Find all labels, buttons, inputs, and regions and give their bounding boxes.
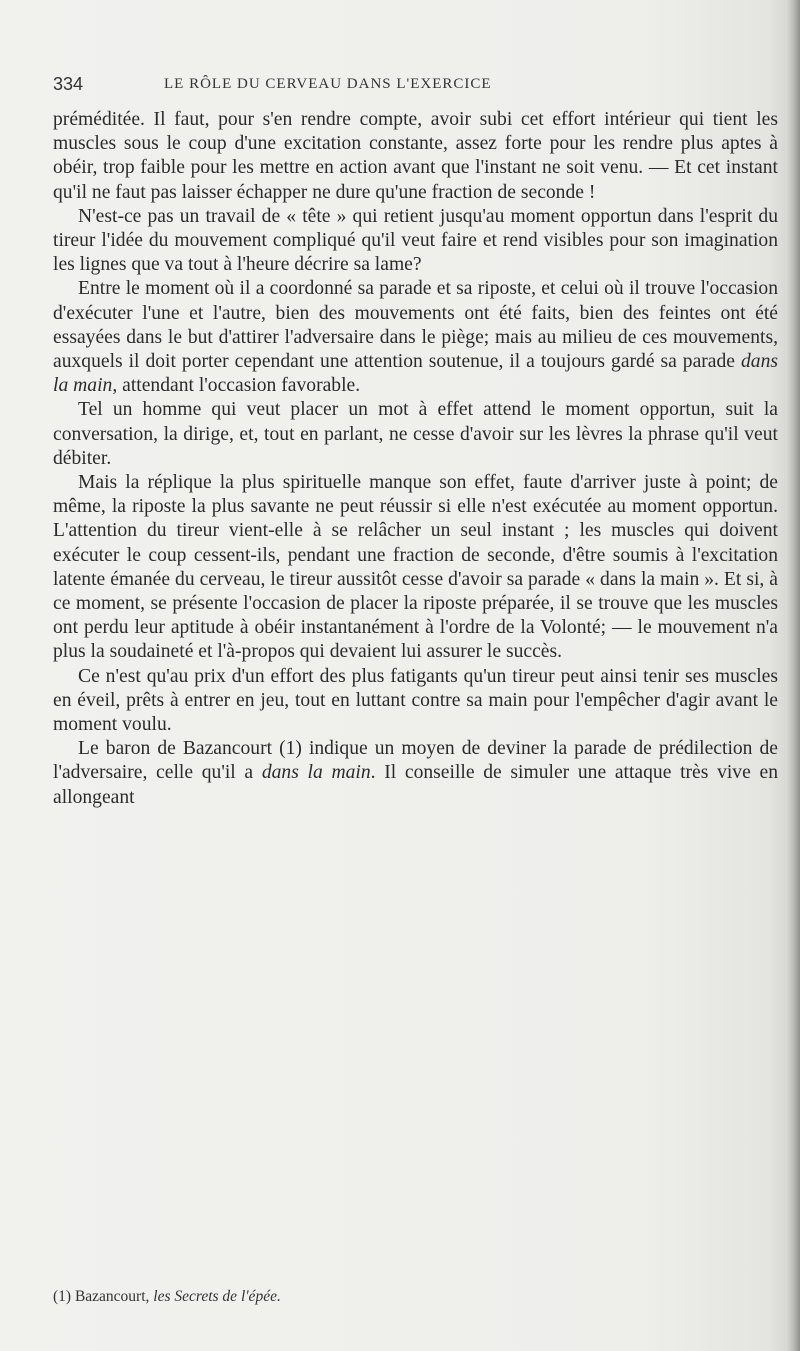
- page-header: [53, 72, 753, 102]
- page-edge: [786, 0, 800, 1351]
- footnote-author: Bazancourt,: [74, 1288, 150, 1305]
- running-head: LE RÔLE DU CERVEAU DANS L'EXERCICE: [164, 76, 492, 92]
- paragraph-4: Tel un homme qui veut placer un mot à effet attend le moment opportun, suit la conversation, la dirige, et, tout en parlant, ne cesse d'avoir sur les lèvres la phrase qu'il veut débiter.: [53, 399, 778, 469]
- paragraph-7-part-2: . Il conseille de simuler une attaque très vive en allongeant: [53, 762, 778, 808]
- page-number: 334: [53, 74, 84, 94]
- footnote: [53, 1288, 753, 1306]
- footnote-marker: (1): [53, 1288, 72, 1305]
- paragraph-3-part-1: Entre le moment où il a coordonné sa parade et sa riposte, et celui où il trouve l'occasion d'exécuter l'une et l'autre, bien des mouvements ont été faits, bien des feintes ont été essayées dans le but d'attirer l'adversaire dans le piège; mais au milieu de ces mouvements, auxquels il doit porter cependant une attention soutenue, il a toujours gardé sa parade: [53, 278, 778, 373]
- body-text: [53, 108, 778, 810]
- paragraph-2: N'est-ce pas un travail de « tête » qui retient jusqu'au moment opportun dans l'esprit du tireur l'idée du mouvement compliqué qu'il veut faire et rend visibles pour son imagination les lignes que va tout à l'heure décrire sa lame?: [53, 205, 778, 276]
- paragraph-3-part-2: , attendant l'occasion favorable.: [112, 375, 361, 397]
- paragraph-3: [53, 277, 778, 398]
- paragraph-7-part-1: Le baron de Bazancourt (1) indique un moyen de deviner la parade de prédilection de l'adversaire, celle qu'il a: [53, 738, 778, 784]
- paragraph-3-italic: dans la main: [53, 351, 778, 397]
- paragraph-6: Ce n'est qu'au prix d'un effort des plus fatigants qu'un tireur peut ainsi tenir ses muscles en éveil, prêts à entrer en jeu, tout en luttant contre sa main pour l'empêcher d'agir avant le moment voulu.: [53, 665, 778, 736]
- paragraph-7: [53, 737, 778, 810]
- footnote-title: les Secrets de l'épée.: [153, 1288, 281, 1305]
- paragraph-7-italic: dans la main: [261, 762, 371, 784]
- paragraph-5: Mais la réplique la plus spirituelle manque son effet, faute d'arriver juste à point; de même, la riposte la plus savante ne peut réussir si elle n'est exécutée au moment opportun. L'attention du tireur vient-elle à se relâcher un seul instant ; les muscles qui doivent exécuter le coup cessent-ils, pendant une fraction de seconde, d'être soumis à l'excitation latente émanée du cerveau, le tireur aussitôt cesse d'avoir sa parade « dans la main ». Et si, à ce moment, se présente l'occasion de placer la riposte préparée, il se trouve que les muscles ont perdu leur aptitude à obéir instantanément à l'ordre de la Volonté; — le mouvement n'a plus la soudaineté et l'à-propos qui devaient lui assurer le succès.: [53, 472, 778, 663]
- paragraph-1: préméditée. Il faut, pour s'en rendre compte, avoir subi cet effort intérieur qui tient les muscles sous le coup d'une excitation constante, assez forte pour les rendre plus aptes à obéir, trop faible pour les mettre en action avant que l'instant ne soit venu. — Et cet instant qu'il ne faut pas laisser échapper ne dure qu'une fraction de seconde !: [53, 109, 778, 203]
